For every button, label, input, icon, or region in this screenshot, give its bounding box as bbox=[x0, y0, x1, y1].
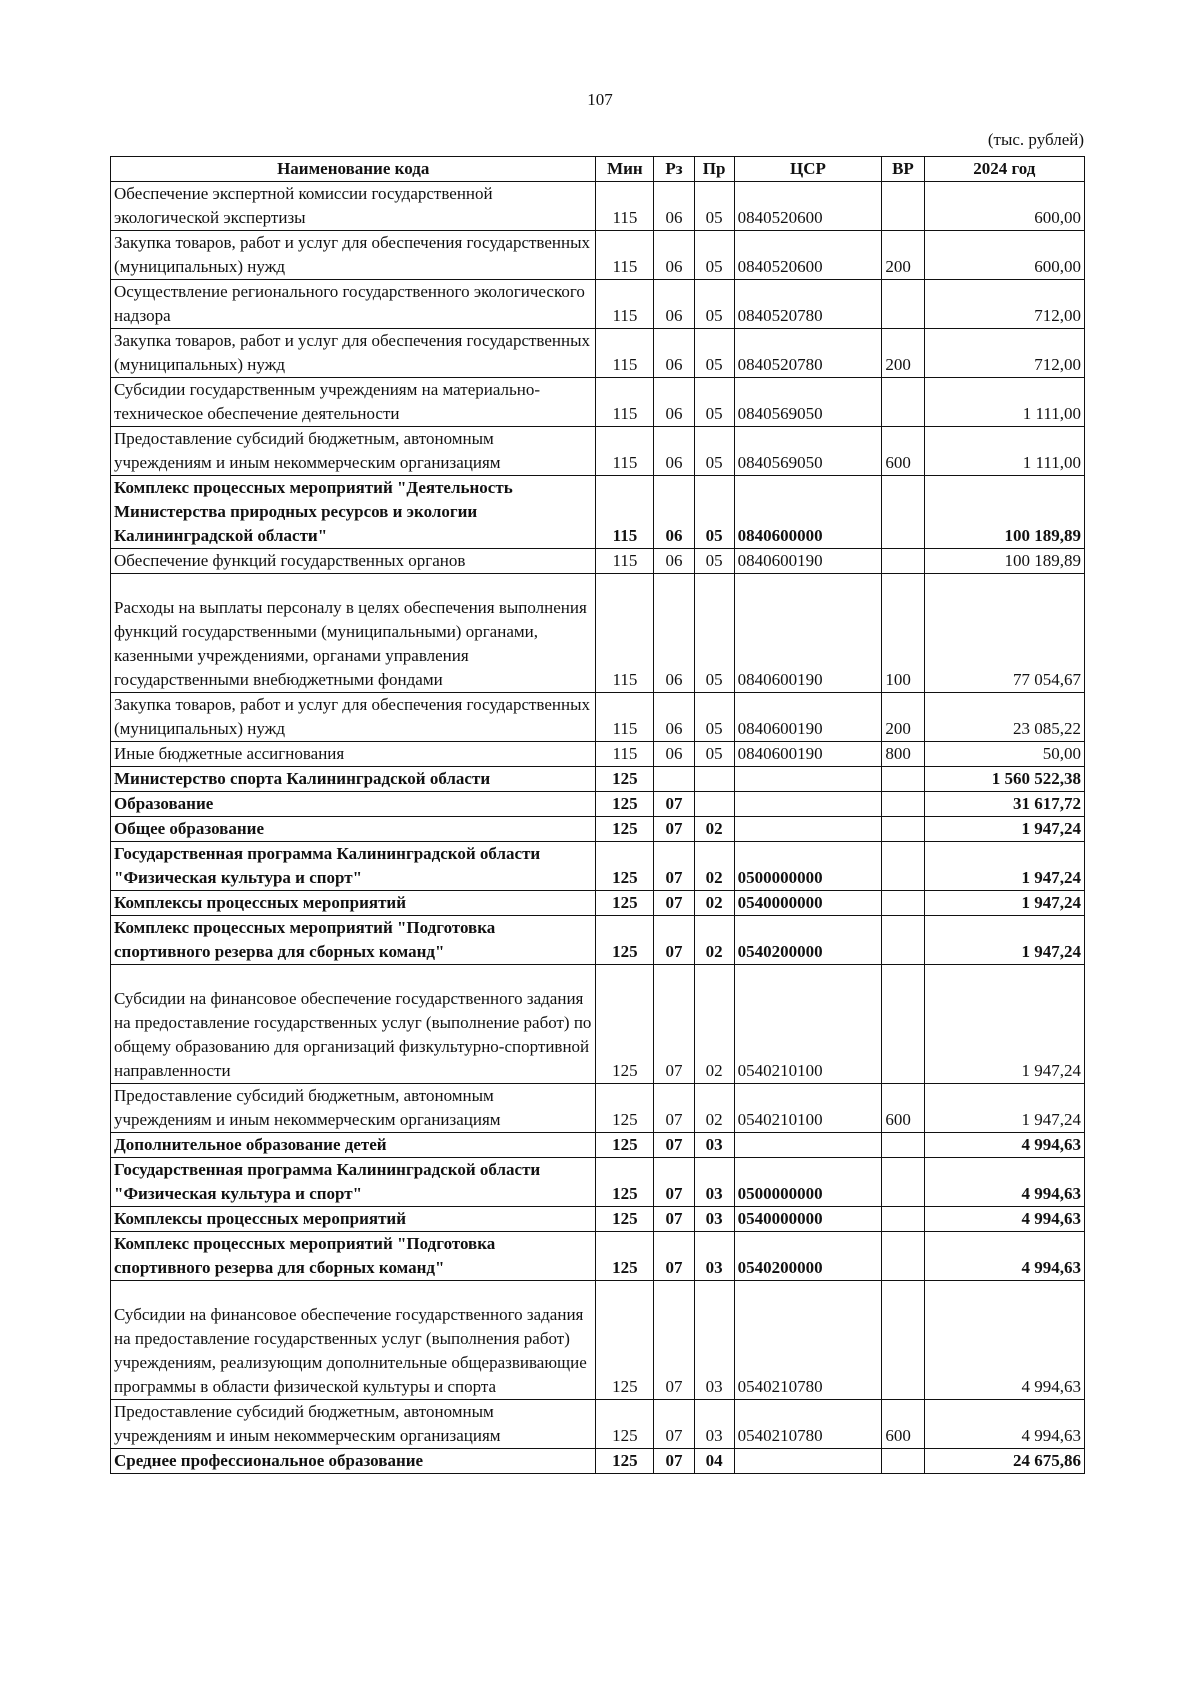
cell-csr bbox=[734, 817, 882, 842]
cell-csr: 0840520600 bbox=[734, 182, 882, 231]
cell-csr: 0540210780 bbox=[734, 1400, 882, 1449]
cell-vr bbox=[882, 1449, 924, 1474]
cell-name: Образование bbox=[111, 792, 596, 817]
cell-rz: 06 bbox=[654, 378, 694, 427]
cell-rz: 06 bbox=[654, 427, 694, 476]
cell-rz: 06 bbox=[654, 742, 694, 767]
cell-rz: 07 bbox=[654, 1281, 694, 1400]
cell-rz: 07 bbox=[654, 817, 694, 842]
cell-sum: 712,00 bbox=[924, 280, 1084, 329]
table-row bbox=[111, 965, 1085, 1084]
cell-rz: 07 bbox=[654, 1084, 694, 1133]
cell-pr: 03 bbox=[694, 1400, 734, 1449]
cell-vr bbox=[882, 792, 924, 817]
cell-sum: 31 617,72 bbox=[924, 792, 1084, 817]
table-row bbox=[111, 767, 1085, 792]
cell-name: Закупка товаров, работ и услуг для обеспечения государственных (муниципальных) нужд bbox=[111, 231, 596, 280]
cell-csr: 0840520780 bbox=[734, 280, 882, 329]
cell-sum: 4 994,63 bbox=[924, 1281, 1084, 1400]
cell-vr bbox=[882, 476, 924, 549]
cell-vr bbox=[882, 891, 924, 916]
col-header-vr: ВР bbox=[882, 157, 924, 182]
cell-sum: 4 994,63 bbox=[924, 1133, 1084, 1158]
cell-sum: 1 947,24 bbox=[924, 842, 1084, 891]
cell-name: Общее образование bbox=[111, 817, 596, 842]
cell-min: 125 bbox=[596, 1232, 654, 1281]
cell-min: 125 bbox=[596, 1281, 654, 1400]
cell-pr: 05 bbox=[694, 574, 734, 693]
cell-name: Дополнительное образование детей bbox=[111, 1133, 596, 1158]
cell-pr bbox=[694, 767, 734, 792]
col-header-pr: Пр bbox=[694, 157, 734, 182]
cell-csr bbox=[734, 767, 882, 792]
cell-vr: 200 bbox=[882, 693, 924, 742]
cell-name: Комплекс процессных мероприятий "Подготовка спортивного резерва для сборных команд" bbox=[111, 916, 596, 965]
cell-vr bbox=[882, 1232, 924, 1281]
cell-vr bbox=[882, 1133, 924, 1158]
cell-min: 125 bbox=[596, 767, 654, 792]
table-row bbox=[111, 1084, 1085, 1133]
cell-name: Закупка товаров, работ и услуг для обеспечения государственных (муниципальных) нужд bbox=[111, 329, 596, 378]
cell-csr: 0540200000 bbox=[734, 916, 882, 965]
cell-csr: 0540210100 bbox=[734, 1084, 882, 1133]
cell-csr: 0540210100 bbox=[734, 965, 882, 1084]
cell-vr bbox=[882, 280, 924, 329]
cell-csr: 0540000000 bbox=[734, 1207, 882, 1232]
cell-pr: 05 bbox=[694, 742, 734, 767]
cell-rz: 07 bbox=[654, 1207, 694, 1232]
cell-rz: 07 bbox=[654, 1232, 694, 1281]
budget-table bbox=[110, 156, 1085, 1474]
cell-vr: 600 bbox=[882, 427, 924, 476]
cell-sum: 1 947,24 bbox=[924, 817, 1084, 842]
cell-name: Расходы на выплаты персоналу в целях обеспечения выполнения функций государственными (муниципальными) органами, казенными учреждениями, органами управления государственными внебюджетными фондами bbox=[111, 574, 596, 693]
cell-pr: 02 bbox=[694, 891, 734, 916]
cell-min: 125 bbox=[596, 916, 654, 965]
cell-vr bbox=[882, 1207, 924, 1232]
table-row bbox=[111, 1133, 1085, 1158]
cell-sum: 50,00 bbox=[924, 742, 1084, 767]
cell-min: 115 bbox=[596, 549, 654, 574]
table-row bbox=[111, 549, 1085, 574]
table-row bbox=[111, 574, 1085, 693]
cell-csr: 0540200000 bbox=[734, 1232, 882, 1281]
cell-rz: 07 bbox=[654, 1449, 694, 1474]
cell-sum: 100 189,89 bbox=[924, 476, 1084, 549]
cell-rz: 06 bbox=[654, 329, 694, 378]
cell-min: 125 bbox=[596, 1449, 654, 1474]
cell-min: 115 bbox=[596, 231, 654, 280]
cell-name: Государственная программа Калининградской области "Физическая культура и спорт" bbox=[111, 842, 596, 891]
cell-csr bbox=[734, 1449, 882, 1474]
cell-pr: 02 bbox=[694, 1084, 734, 1133]
cell-name: Государственная программа Калининградской области "Физическая культура и спорт" bbox=[111, 1158, 596, 1207]
cell-rz: 06 bbox=[654, 231, 694, 280]
cell-name: Субсидии государственным учреждениям на материально-техническое обеспечение деятельности bbox=[111, 378, 596, 427]
units-label: (тыс. рублей) bbox=[987, 130, 1084, 149]
cell-csr: 0540000000 bbox=[734, 891, 882, 916]
cell-name: Субсидии на финансовое обеспечение государственного задания на предоставление государственных услуг (выполнение работ) по общему образованию для организаций физкультурно-спортивной направленности bbox=[111, 965, 596, 1084]
cell-csr bbox=[734, 792, 882, 817]
cell-pr: 02 bbox=[694, 817, 734, 842]
cell-rz: 06 bbox=[654, 182, 694, 231]
cell-rz: 07 bbox=[654, 965, 694, 1084]
cell-pr: 05 bbox=[694, 549, 734, 574]
cell-sum: 1 947,24 bbox=[924, 891, 1084, 916]
cell-pr: 03 bbox=[694, 1133, 734, 1158]
cell-pr: 03 bbox=[694, 1281, 734, 1400]
cell-sum: 100 189,89 bbox=[924, 549, 1084, 574]
cell-name: Закупка товаров, работ и услуг для обеспечения государственных (муниципальных) нужд bbox=[111, 693, 596, 742]
cell-csr: 0500000000 bbox=[734, 842, 882, 891]
cell-rz: 06 bbox=[654, 693, 694, 742]
cell-pr: 05 bbox=[694, 182, 734, 231]
cell-vr bbox=[882, 842, 924, 891]
cell-sum: 4 994,63 bbox=[924, 1207, 1084, 1232]
cell-csr: 0840520600 bbox=[734, 231, 882, 280]
cell-min: 115 bbox=[596, 378, 654, 427]
cell-pr: 05 bbox=[694, 427, 734, 476]
cell-min: 125 bbox=[596, 792, 654, 817]
cell-sum: 4 994,63 bbox=[924, 1158, 1084, 1207]
cell-name: Субсидии на финансовое обеспечение государственного задания на предоставление государственных услуг (выполнения работ) учреждениям, реализующим дополнительные общеразвивающие программы в области физической культуры и спорта bbox=[111, 1281, 596, 1400]
cell-csr: 0540210780 bbox=[734, 1281, 882, 1400]
cell-vr bbox=[882, 182, 924, 231]
table-row bbox=[111, 1449, 1085, 1474]
cell-name: Осуществление регионального государственного экологического надзора bbox=[111, 280, 596, 329]
cell-pr: 04 bbox=[694, 1449, 734, 1474]
table-row bbox=[111, 427, 1085, 476]
cell-pr: 03 bbox=[694, 1232, 734, 1281]
table-row bbox=[111, 842, 1085, 891]
cell-csr: 0840569050 bbox=[734, 378, 882, 427]
cell-min: 115 bbox=[596, 742, 654, 767]
cell-sum: 600,00 bbox=[924, 182, 1084, 231]
cell-rz bbox=[654, 767, 694, 792]
cell-csr bbox=[734, 1133, 882, 1158]
cell-sum: 24 675,86 bbox=[924, 1449, 1084, 1474]
cell-pr: 05 bbox=[694, 231, 734, 280]
cell-sum: 1 560 522,38 bbox=[924, 767, 1084, 792]
cell-min: 125 bbox=[596, 1207, 654, 1232]
cell-vr bbox=[882, 378, 924, 427]
cell-sum: 712,00 bbox=[924, 329, 1084, 378]
cell-vr bbox=[882, 549, 924, 574]
cell-name: Комплекс процессных мероприятий "Подготовка спортивного резерва для сборных команд" bbox=[111, 1232, 596, 1281]
cell-vr bbox=[882, 965, 924, 1084]
cell-csr: 0840569050 bbox=[734, 427, 882, 476]
cell-name: Предоставление субсидий бюджетным, автономным учреждениям и иным некоммерческим организациям bbox=[111, 1400, 596, 1449]
table-row bbox=[111, 742, 1085, 767]
cell-min: 115 bbox=[596, 476, 654, 549]
cell-pr: 05 bbox=[694, 329, 734, 378]
cell-pr: 02 bbox=[694, 842, 734, 891]
cell-name: Иные бюджетные ассигнования bbox=[111, 742, 596, 767]
cell-vr: 600 bbox=[882, 1400, 924, 1449]
cell-sum: 1 947,24 bbox=[924, 916, 1084, 965]
col-header-rz: Рз bbox=[654, 157, 694, 182]
cell-rz: 07 bbox=[654, 916, 694, 965]
cell-csr: 0840600190 bbox=[734, 693, 882, 742]
cell-sum: 1 947,24 bbox=[924, 1084, 1084, 1133]
cell-rz: 07 bbox=[654, 1400, 694, 1449]
cell-name: Комплексы процессных мероприятий bbox=[111, 891, 596, 916]
cell-csr: 0840600190 bbox=[734, 574, 882, 693]
cell-name: Министерство спорта Калининградской области bbox=[111, 767, 596, 792]
page-number: 107 bbox=[587, 90, 613, 109]
cell-pr: 03 bbox=[694, 1158, 734, 1207]
cell-min: 125 bbox=[596, 1158, 654, 1207]
cell-min: 125 bbox=[596, 1133, 654, 1158]
cell-csr: 0840600000 bbox=[734, 476, 882, 549]
table-row bbox=[111, 792, 1085, 817]
cell-name: Предоставление субсидий бюджетным, автономным учреждениям и иным некоммерческим организациям bbox=[111, 1084, 596, 1133]
cell-min: 115 bbox=[596, 182, 654, 231]
cell-sum: 77 054,67 bbox=[924, 574, 1084, 693]
cell-min: 115 bbox=[596, 693, 654, 742]
cell-vr bbox=[882, 1158, 924, 1207]
cell-vr bbox=[882, 1281, 924, 1400]
cell-name: Среднее профессиональное образование bbox=[111, 1449, 596, 1474]
cell-sum: 23 085,22 bbox=[924, 693, 1084, 742]
cell-rz: 06 bbox=[654, 574, 694, 693]
table-row bbox=[111, 891, 1085, 916]
cell-csr: 0500000000 bbox=[734, 1158, 882, 1207]
cell-sum: 600,00 bbox=[924, 231, 1084, 280]
table-row bbox=[111, 378, 1085, 427]
cell-vr: 200 bbox=[882, 329, 924, 378]
table-row bbox=[111, 817, 1085, 842]
cell-rz: 06 bbox=[654, 280, 694, 329]
cell-min: 125 bbox=[596, 1400, 654, 1449]
cell-pr: 05 bbox=[694, 476, 734, 549]
col-header-sum: 2024 год bbox=[924, 157, 1084, 182]
cell-name: Обеспечение экспертной комиссии государственной экологической экспертизы bbox=[111, 182, 596, 231]
cell-min: 115 bbox=[596, 574, 654, 693]
cell-rz: 07 bbox=[654, 891, 694, 916]
cell-name: Комплексы процессных мероприятий bbox=[111, 1207, 596, 1232]
cell-rz: 07 bbox=[654, 1133, 694, 1158]
cell-pr: 03 bbox=[694, 1207, 734, 1232]
cell-vr: 200 bbox=[882, 231, 924, 280]
cell-pr: 05 bbox=[694, 693, 734, 742]
cell-vr bbox=[882, 817, 924, 842]
table-row bbox=[111, 329, 1085, 378]
col-header-csr: ЦСР bbox=[734, 157, 882, 182]
cell-pr bbox=[694, 792, 734, 817]
table-row bbox=[111, 1158, 1085, 1207]
col-header-name: Наименование кода bbox=[111, 157, 596, 182]
cell-rz: 06 bbox=[654, 549, 694, 574]
table-row bbox=[111, 693, 1085, 742]
col-header-min: Мин bbox=[596, 157, 654, 182]
table-row bbox=[111, 231, 1085, 280]
table-row bbox=[111, 1232, 1085, 1281]
cell-pr: 02 bbox=[694, 965, 734, 1084]
cell-name: Обеспечение функций государственных органов bbox=[111, 549, 596, 574]
cell-rz: 06 bbox=[654, 476, 694, 549]
table-row bbox=[111, 916, 1085, 965]
cell-sum: 4 994,63 bbox=[924, 1400, 1084, 1449]
cell-csr: 0840600190 bbox=[734, 549, 882, 574]
cell-min: 125 bbox=[596, 965, 654, 1084]
cell-min: 125 bbox=[596, 842, 654, 891]
table-header-row bbox=[111, 157, 1085, 182]
cell-name: Предоставление субсидий бюджетным, автономным учреждениям и иным некоммерческим организациям bbox=[111, 427, 596, 476]
cell-min: 115 bbox=[596, 280, 654, 329]
table-row bbox=[111, 476, 1085, 549]
cell-sum: 1 111,00 bbox=[924, 427, 1084, 476]
cell-vr: 800 bbox=[882, 742, 924, 767]
cell-pr: 02 bbox=[694, 916, 734, 965]
cell-name: Комплекс процессных мероприятий "Деятельность Министерства природных ресурсов и экологии Калининградской области" bbox=[111, 476, 596, 549]
cell-sum: 1 947,24 bbox=[924, 965, 1084, 1084]
cell-pr: 05 bbox=[694, 280, 734, 329]
cell-min: 125 bbox=[596, 891, 654, 916]
table-row bbox=[111, 280, 1085, 329]
table-row bbox=[111, 1281, 1085, 1400]
cell-min: 115 bbox=[596, 427, 654, 476]
cell-vr bbox=[882, 767, 924, 792]
cell-vr bbox=[882, 916, 924, 965]
table-row bbox=[111, 1207, 1085, 1232]
cell-vr: 100 bbox=[882, 574, 924, 693]
cell-sum: 1 111,00 bbox=[924, 378, 1084, 427]
cell-rz: 07 bbox=[654, 1158, 694, 1207]
cell-min: 115 bbox=[596, 329, 654, 378]
table-row bbox=[111, 1400, 1085, 1449]
table-body bbox=[111, 182, 1085, 1474]
cell-rz: 07 bbox=[654, 842, 694, 891]
cell-min: 125 bbox=[596, 817, 654, 842]
cell-csr: 0840600190 bbox=[734, 742, 882, 767]
cell-min: 125 bbox=[596, 1084, 654, 1133]
cell-vr: 600 bbox=[882, 1084, 924, 1133]
cell-csr: 0840520780 bbox=[734, 329, 882, 378]
cell-rz: 07 bbox=[654, 792, 694, 817]
table-row bbox=[111, 182, 1085, 231]
cell-pr: 05 bbox=[694, 378, 734, 427]
cell-sum: 4 994,63 bbox=[924, 1232, 1084, 1281]
